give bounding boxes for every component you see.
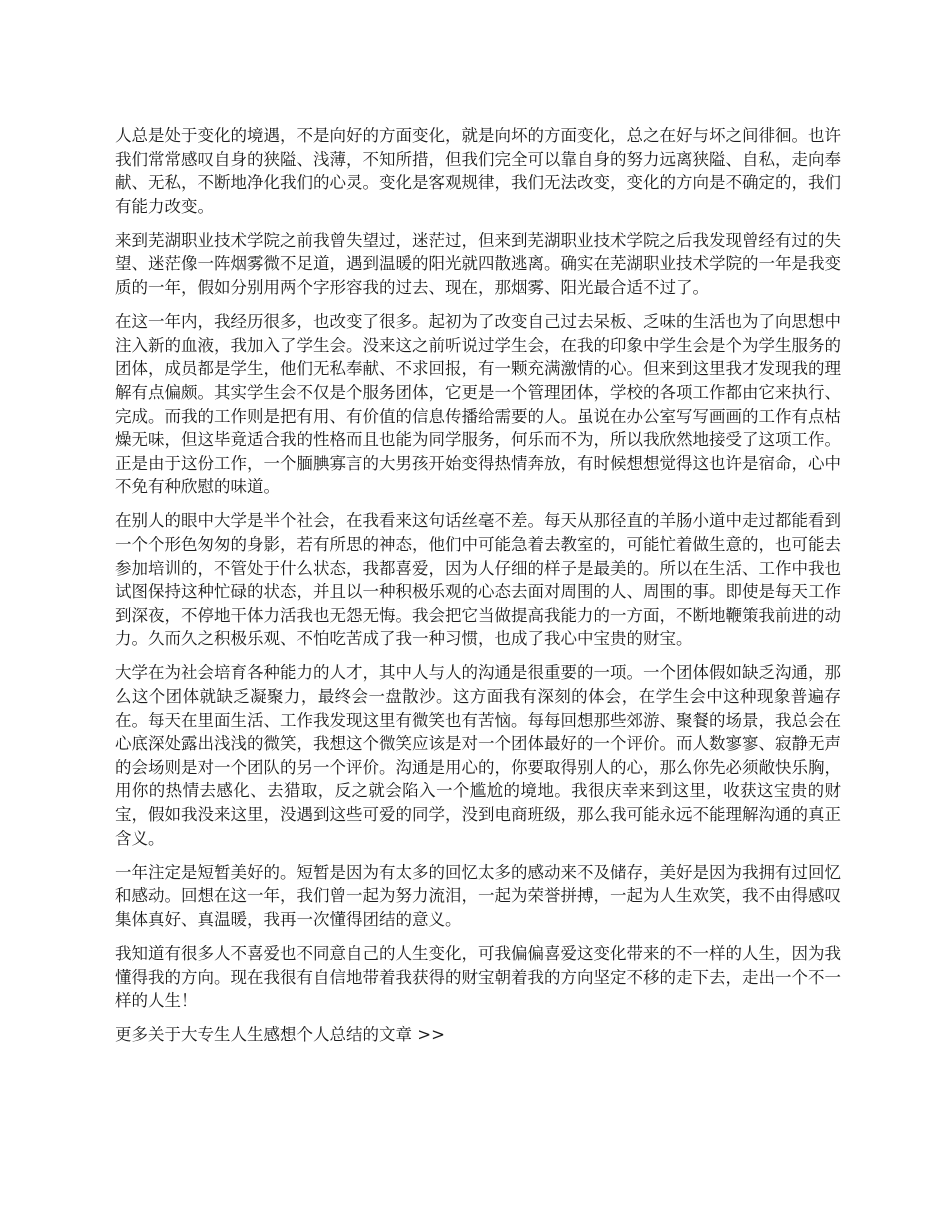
article-paragraph-5: 大学在为社会培育各种能力的人才，其中人与人的沟通是很重要的一项。一个团体假如缺乏沟通，那么这个团体就缺乏凝聚力，最终会一盘散沙。这方面我有深刻的体会，在学生会中这种现象普遍存在。每天在里面生活、工作我发现这里有微笑也有苦恼。每每回想那些郊游、聚餐的场景，我总会在心底深处露出浅浅的微笑，我想这个微笑应该是对一个团体最好的一个评价。而人数寥寥、寂静无声的会场则是对一个团队的另一个评价。沟通是用心的，你要取得别人的心，那么你先必须敞快乐胸，用你的热情去感化、去猎取，反之就会陷入一个尴尬的境地。我很庆幸来到这里，收获这宝贵的财宝，假如我没来这里，没遇到这些可爱的同学，没到电商班级，那么我可能永远不能理解沟通的真正含义。 bbox=[115, 663, 841, 848]
article-paragraph-4: 在别人的眼中大学是半个社会，在我看来这句话丝毫不差。每天从那径直的羊肠小道中走过都能看到一个个形色匆匆的身影，若有所思的神态，他们中可能急着去教室的，可能忙着做生意的，也可能去参加培训的，不管处于什么状态，我都喜爱，因为人仔细的样子是最美的。所以在生活、工作中我也试图保持这种忙碌的状态，并且以一种积极乐观的心态去面对周围的人、周围的事。即使是每天工作到深夜，不停地干体力活我也无怨无悔。我会把它当做提高我能力的一方面，不断地鞭策我前进的动力。久而久之积极乐观、不怕吃苦成了我一种习惯，也成了我心中宝贵的财宝。 bbox=[115, 511, 841, 649]
article-paragraph-6: 一年注定是短暂美好的。短暂是因为有太多的回忆太多的感动来不及储存，美好是因为我拥有过回忆和感动。回想在这一年，我们曾一起为努力流泪，一起为荣誉拼搏，一起为人生欢笑，我不由得感叹集体真好、真温暖，我再一次懂得团结的意义。 bbox=[115, 862, 841, 929]
article-paragraph-7: 我知道有很多人不喜爱也不同意自己的人生变化，可我偏偏喜爱这变化带来的不一样的人生，因为我懂得我的方向。现在我很有自信地带着我获得的财宝朝着我的方向坚定不移的走下去，走出一个不一样的人生！ bbox=[115, 944, 841, 1011]
article-paragraph-2: 来到芜湖职业技术学院之前我曾失望过，迷茫过，但来到芜湖职业技术学院之后我发现曾经有过的失望、迷茫像一阵烟雾微不足道，遇到温暖的阳光就四散逃离。确实在芜湖职业技术学院的一年是我变质的一年，假如分别用两个字形容我的过去、现在，那烟雾、阳光最合适不过了。 bbox=[115, 230, 841, 298]
more-articles-link[interactable]: 更多关于大专生人生感想个人总结的文章 >> bbox=[115, 1025, 445, 1045]
article-paragraph-3: 在这一年内，我经历很多，也改变了很多。起初为了改变自己过去呆板、乏味的生活也为了向思想中注入新的血液，我加入了学生会。没来这之前听说过学生会，在我的印象中学生会是个为学生服务的团体，成员都是学生，他们无私奉献、不求回报，有一颗充满激情的心。但来到这里我才发现我的理解有点偏颇。其实学生会不仅是个服务团体，它更是一个管理团体，学校的各项工作都由它来执行、完成。而我的工作则是把有用、有价值的信息传播给需要的人。虽说在办公室写写画画的工作有点枯燥无味，但这毕竟适合我的性格而且也能为同学服务，何乐而不为，所以我欣然地接受了这项工作。正是由于这份工作，一个腼腆寡言的大男孩开始变得热情奔放，有时候想想觉得这也许是宿命，心中不免有种欣慰的味道。 bbox=[115, 312, 841, 497]
article-paragraph-1: 人总是处于变化的境遇，不是向好的方面变化，就是向坏的方面变化，总之在好与坏之间徘徊。也许我们常常感叹自身的狭隘、浅薄，不知所措，但我们完全可以靠自身的努力远离狭隘、自私，走向奉献、无私，不断地净化我们的心灵。变化是客观规律，我们无法改变，变化的方向是不确定的，我们有能力改变。 bbox=[115, 126, 841, 216]
article-body bbox=[115, 124, 841, 1047]
